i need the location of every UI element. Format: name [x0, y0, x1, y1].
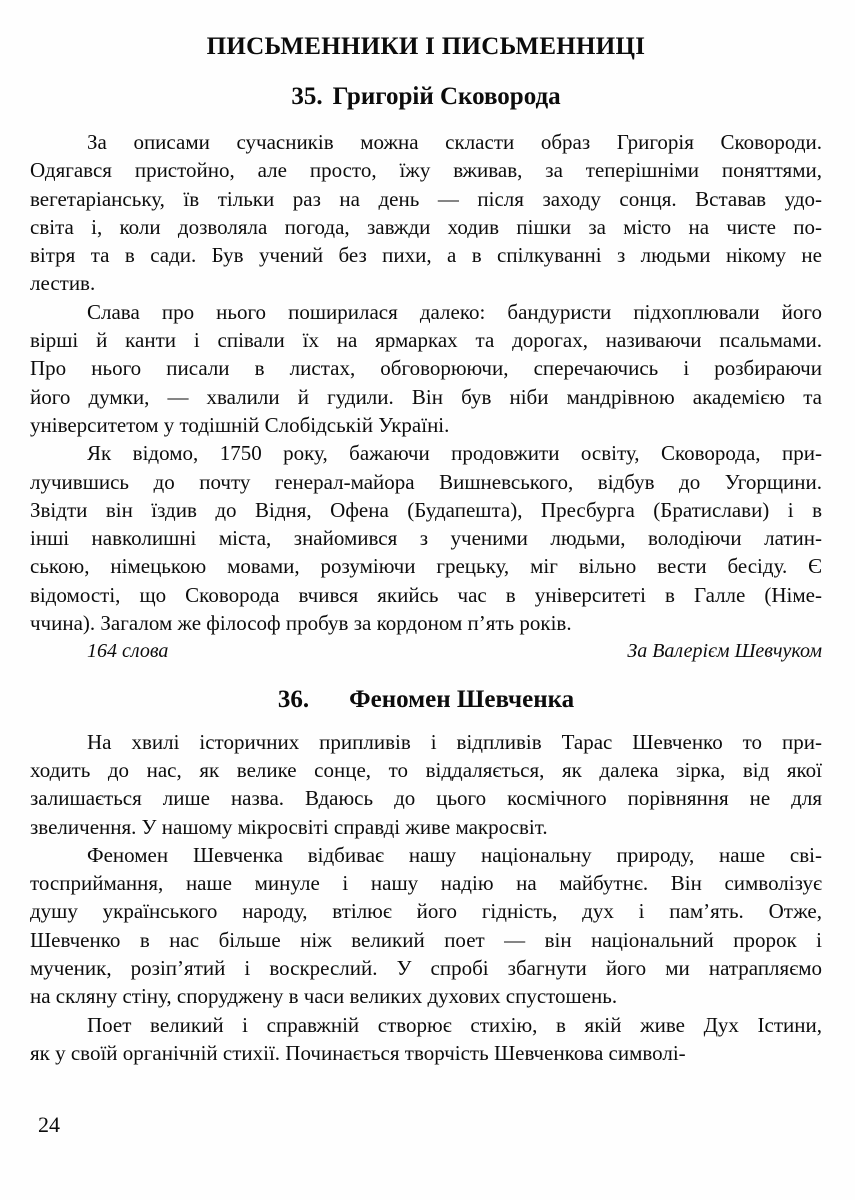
paragraph-line: вірші й канти і співали їх на ярмарках та дорогах, називаючи псальмами.: [30, 328, 822, 353]
paragraph-line: лучившись до почту генерал-майора Вишневського, відбув до Угорщини.: [30, 469, 822, 494]
sections-container: [30, 82, 822, 1067]
paragraph-line: як у своїй органічній стихії. Починається творчість Шевченкова символі-: [30, 1040, 686, 1065]
paragraph-line: Про нього писали в листах, обговорюючи, сперечаючись і розбираючи: [30, 356, 822, 381]
paragraph-line: інші навколишні міста, знайомився з ученими людьми, володіючи латин-: [30, 526, 822, 551]
paragraph-line: відомості, що Сковорода вчився якийсь час в університеті в Галле (Німе-: [30, 582, 822, 607]
text-section: [30, 685, 822, 1068]
chapter-heading: ПИСЬМЕННИКИ І ПИСЬМЕННИЦІ: [206, 33, 646, 60]
paragraph-line: звеличення. У нашому мікросвіті справді живе макросвіт.: [30, 814, 548, 839]
section-number: 35.: [291, 83, 323, 110]
page-number: 24: [38, 1112, 60, 1137]
paragraph-line: Одягався пристойно, але просто, їжу вживав, за теперішніми поняттями,: [30, 158, 822, 183]
section-title-text: Григорій Сковорода: [332, 83, 561, 110]
section-title: [30, 82, 822, 112]
paragraph-line: лестив.: [30, 271, 96, 296]
paragraph-line: Феномен Шевченка відбиває нашу національну природу, наше сві-: [87, 842, 822, 867]
paragraph-line: університетом у тодішній Слобідській Україні.: [30, 412, 450, 437]
section-number: 36.: [277, 685, 310, 713]
paragraph-line: мученик, розіп’ятий і воскреслий. У спробі збагнути його ми натрапляємо: [30, 956, 822, 981]
text-section: [30, 82, 822, 666]
source-line: [30, 637, 822, 665]
paragraph-line: світа і, коли дозволяла погода, завжди ходив пішки за місто на чисте по-: [30, 214, 822, 239]
paragraph-line: його думки, — хвалили й гудили. Він був ніби мандрівною академією та: [30, 384, 822, 409]
paragraph-line: За описами сучасників можна скласти образ Григорія Сковороди.: [87, 130, 822, 154]
attribution: За Валерієм Шевчуком: [627, 640, 822, 663]
section-title-text: Феномен Шевченка: [349, 685, 575, 713]
paragraph-line: Поет великий і справжній створює стихію, в якій живе Дух Істини,: [87, 1012, 822, 1037]
paragraph-line: Звідти він їздив до Відня, Офена (Будапешта), Пресбурга (Братислави) і в: [30, 497, 822, 522]
paragraph-line: На хвилі історичних припливів і відпливів Тарас Шевченко то при-: [87, 729, 822, 754]
paragraph-line: ходить до нас, як велике сонце, то віддаляється, як далека зірка, від якої: [30, 757, 822, 782]
paragraph-line: вітря та в сади. Був учений без пихи, а в спілкуванні з людьми нікому не: [30, 243, 822, 268]
paragraph-line: ччина). Загалом же філософ пробув за кордоном п’ять років.: [30, 611, 572, 636]
paragraph-line: Як відомо, 1750 року, бажаючи продовжити освіту, Сковорода, при-: [87, 441, 822, 466]
paragraph-line: тосприймання, наше минуле і нашу надію на майбутнє. Він символізує: [30, 871, 822, 896]
paragraph-line: вегетаріанську, їв тільки раз на день — після заходу сонця. Вставав удо-: [30, 186, 822, 211]
paragraph-line: на скляну стіну, споруджену в часи великих духових спустошень.: [30, 984, 618, 1009]
paragraph-line: ською, німецькою мовами, розуміючи грецьку, міг вільно вести бесіду. Є: [30, 554, 822, 579]
paragraph-line: душу українського народу, втілює його гідність, дух і пам’ять. Отже,: [30, 899, 822, 924]
paragraph-line: Слава про нього поширилася далеко: бандуристи підхоплювали його: [87, 299, 822, 324]
section-title: [30, 685, 822, 715]
word-count: 164 слова: [87, 640, 169, 663]
paragraph-line: Шевченко в нас більше ніж великий поет — він національний пророк і: [30, 927, 822, 952]
paragraph-line: залишається лише назва. Вдаюсь до цього космічного порівняння не для: [30, 786, 822, 811]
